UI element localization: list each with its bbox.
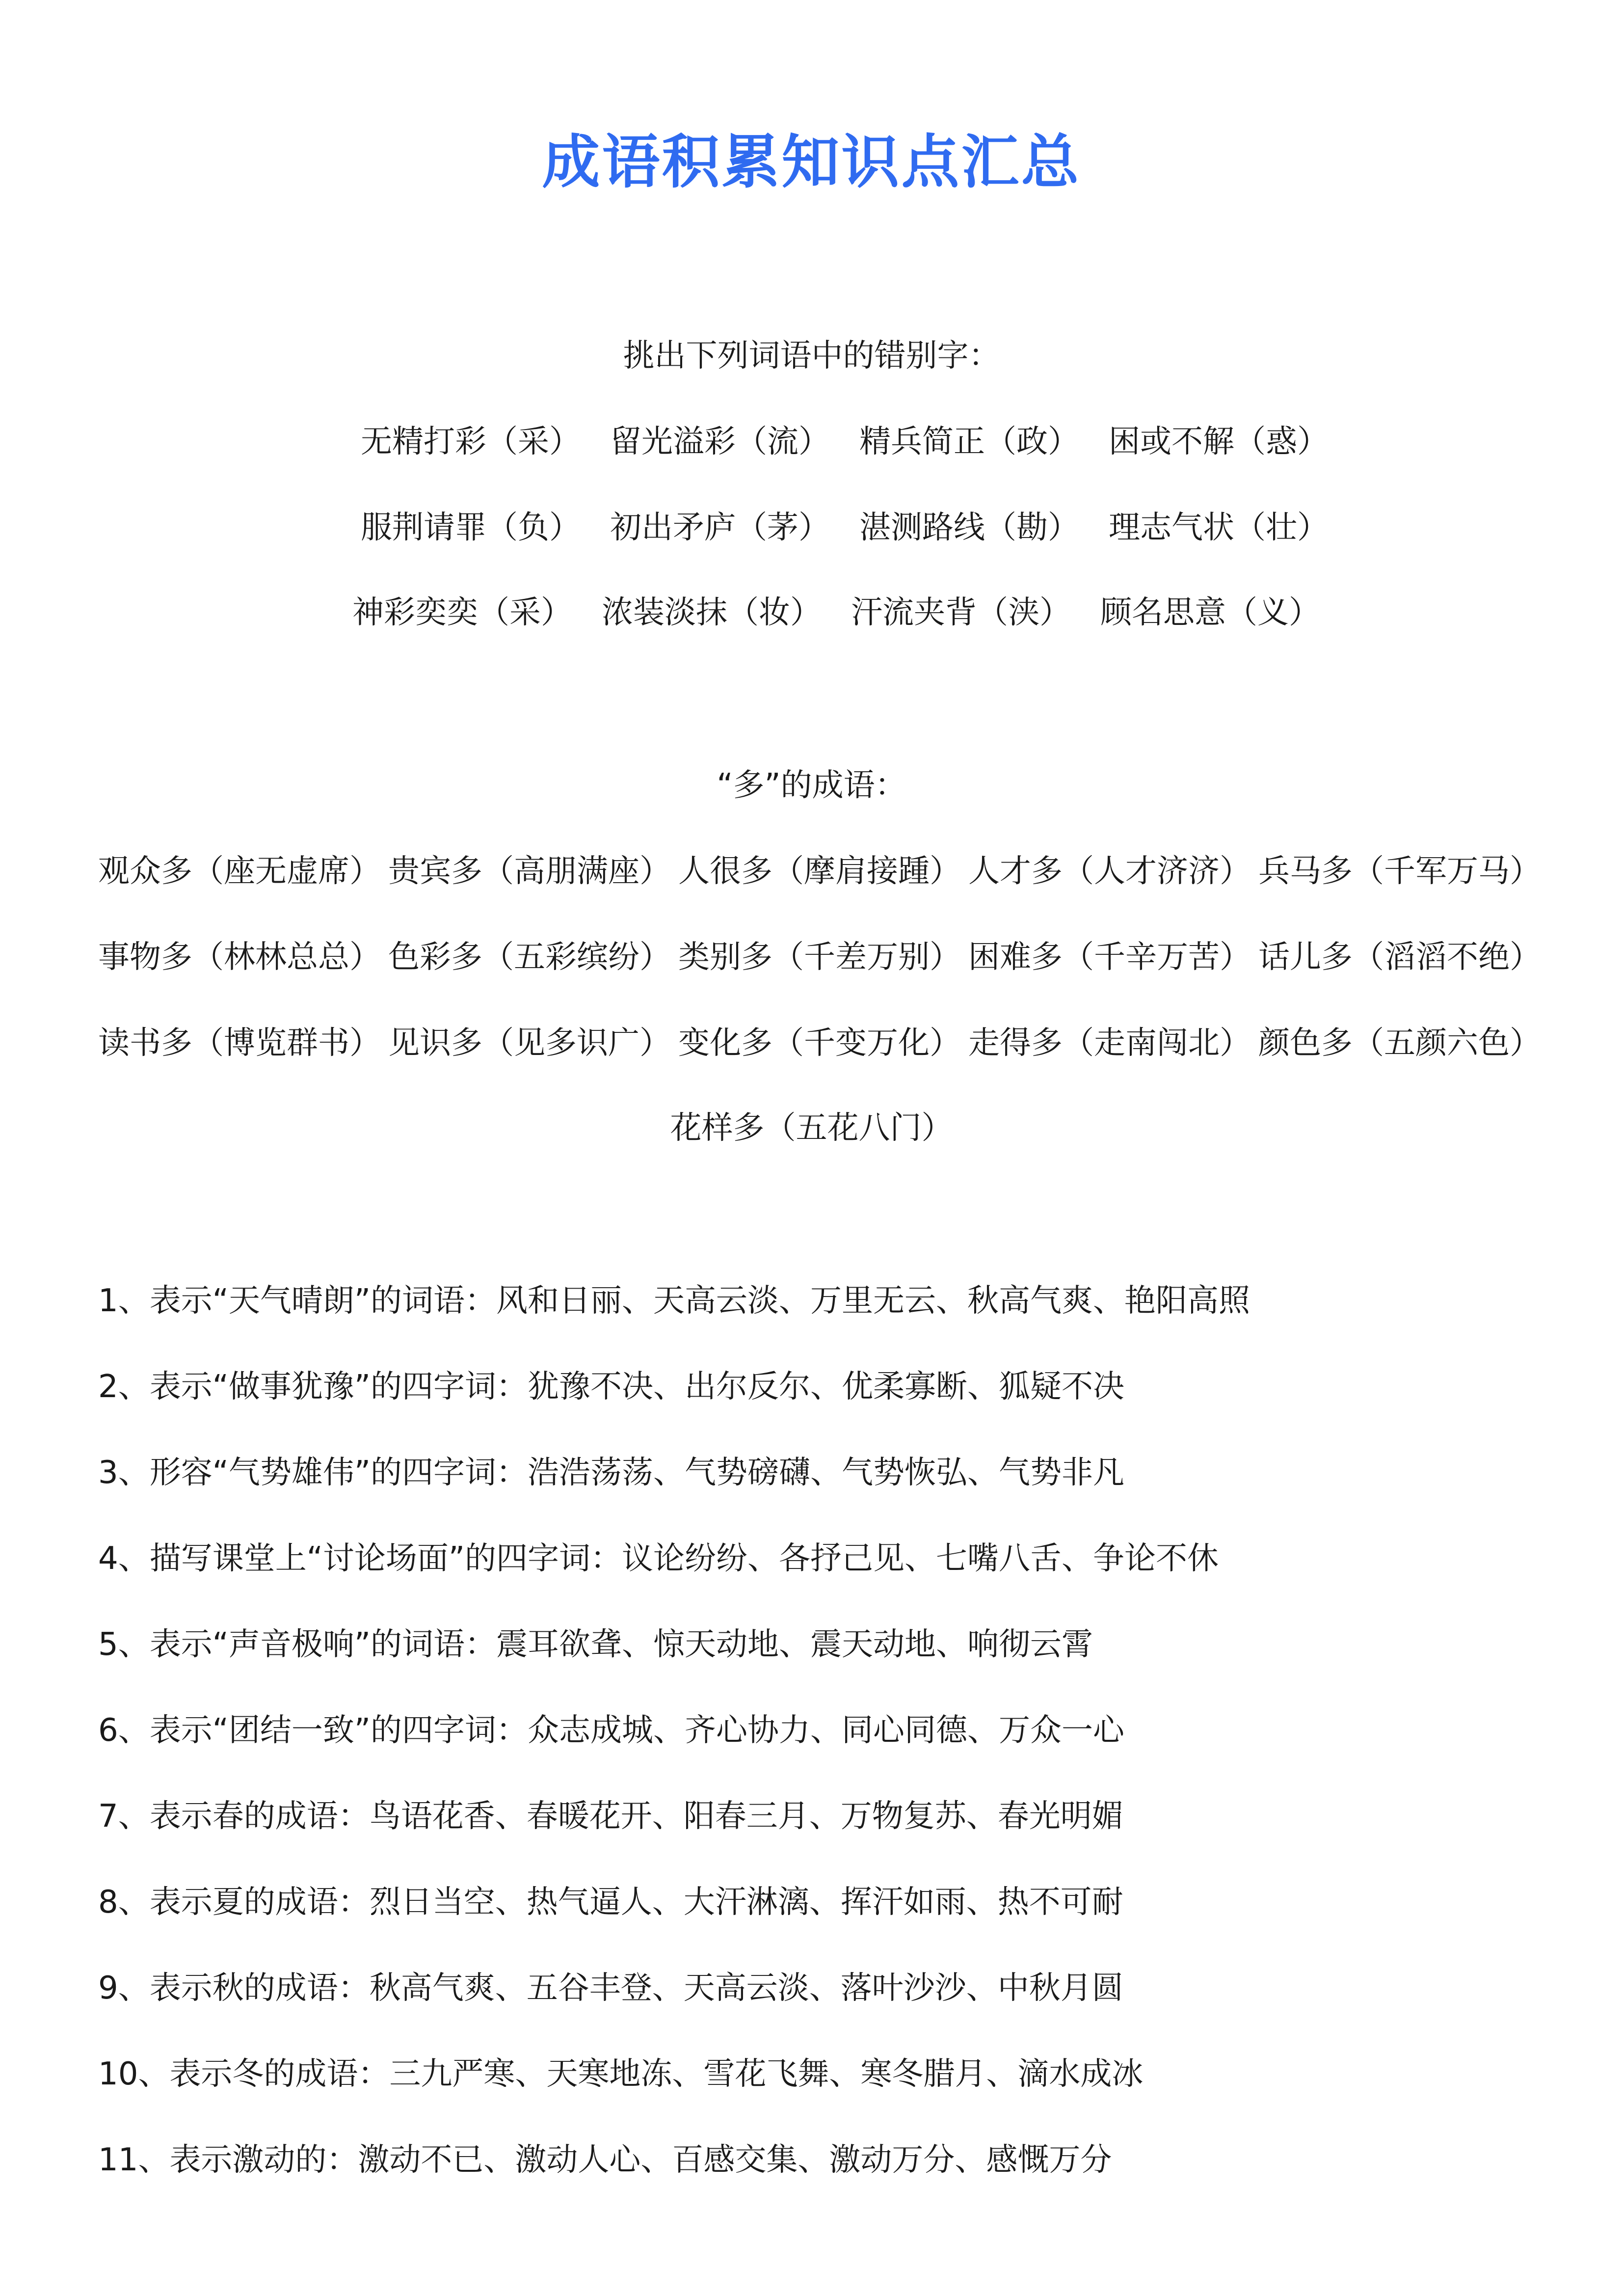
duo-heading: “多”的成语： <box>717 767 906 804</box>
typo-item: 无精打彩（采） <box>361 424 581 460</box>
duo-row <box>98 935 1541 979</box>
duo-item: 困难多（千辛万苦） <box>968 939 1251 975</box>
typo-item: 理志气状（壮） <box>1109 510 1329 546</box>
typo-item: 湛测路线（勘） <box>859 510 1079 546</box>
duo-item: 贵宾多（高朋满座） <box>388 853 671 890</box>
typo-heading: 挑出下列词语中的错别字： <box>623 338 1000 374</box>
typo-item: 初出矛庐（茅） <box>610 510 830 546</box>
typo-item: 留光溢彩（流） <box>610 424 830 460</box>
duo-item: 事物多（林林总总） <box>98 939 381 975</box>
duo-item: 人很多（摩肩接踵） <box>678 853 961 890</box>
list-item: 9、表示秋的成语：秋高气爽、五谷丰登、天高云淡、落叶沙沙、中秋月圆 <box>98 1970 1123 2006</box>
duo-item: 兵马多（千军万马） <box>1258 853 1541 890</box>
typo-item: 浓装淡抹（妆） <box>602 594 822 631</box>
list-item: 2、表示“做事犹豫”的四字词：犹豫不决、出尔反尔、优柔寡断、狐疑不决 <box>98 1369 1125 1405</box>
duo-row <box>98 1021 1541 1065</box>
list-item: 11、表示激动的：激动不已、激动人心、百感交集、激动万分、感慨万分 <box>98 2142 1112 2178</box>
duo-item: 读书多（博览群书） <box>98 1025 381 1061</box>
list-item: 5、表示“声音极响”的词语：震耳欲聋、惊天动地、震天动地、响彻云霄 <box>98 1626 1093 1663</box>
duo-item: 走得多（走南闯北） <box>968 1025 1251 1061</box>
duo-item: 见识多（见多识广） <box>388 1025 671 1061</box>
typo-item: 精兵简正（政） <box>859 424 1079 460</box>
list-item: 7、表示春的成语：鸟语花香、春暖花开、阳春三月、万物复苏、春光明媚 <box>98 1798 1123 1835</box>
typo-item: 困或不解（惑） <box>1109 424 1329 460</box>
typo-row <box>361 420 1329 464</box>
typo-item: 神彩奕奕（采） <box>352 594 572 631</box>
list-item: 8、表示夏的成语：烈日当空、热气逼人、大汗淋漓、挥汗如雨、热不可耐 <box>98 1884 1123 1920</box>
typo-item: 顾名思意（义） <box>1100 594 1320 631</box>
duo-last-item: 花样多（五花八门） <box>670 1110 953 1146</box>
list-item: 3、形容“气势雄伟”的四字词：浩浩荡荡、气势磅礴、气势恢弘、气势非凡 <box>98 1455 1125 1491</box>
duo-item: 色彩多（五彩缤纷） <box>388 939 671 975</box>
list-item: 1、表示“天气晴朗”的词语：风和日丽、天高云淡、万里无云、秋高气爽、艳阳高照 <box>98 1283 1251 1319</box>
typo-row <box>352 591 1320 635</box>
duo-item: 变化多（千变万化） <box>678 1025 961 1061</box>
duo-item: 颜色多（五颜六色） <box>1258 1025 1541 1061</box>
duo-item: 人才多（人才济济） <box>968 853 1251 890</box>
typo-row <box>361 506 1329 550</box>
duo-item: 话儿多（滔滔不绝） <box>1258 939 1541 975</box>
list-item: 4、描写课堂上“讨论场面”的四字词：议论纷纷、各抒己见、七嘴八舌、争论不休 <box>98 1540 1219 1577</box>
duo-item: 类别多（千差万别） <box>678 939 961 975</box>
duo-item: 观众多（座无虚席） <box>98 853 381 890</box>
typo-item: 汗流夹背（浃） <box>851 594 1071 631</box>
list-item: 6、表示“团结一致”的四字词：众志成城、齐心协力、同心同德、万众一心 <box>98 1712 1125 1749</box>
duo-row <box>98 849 1541 893</box>
page-title: 成语积累知识点汇总 <box>542 128 1081 196</box>
typo-item: 服荆请罪（负） <box>361 510 581 546</box>
list-item: 10、表示冬的成语：三九严寒、天寒地冻、雪花飞舞、寒冬腊月、滴水成冰 <box>98 2056 1144 2092</box>
